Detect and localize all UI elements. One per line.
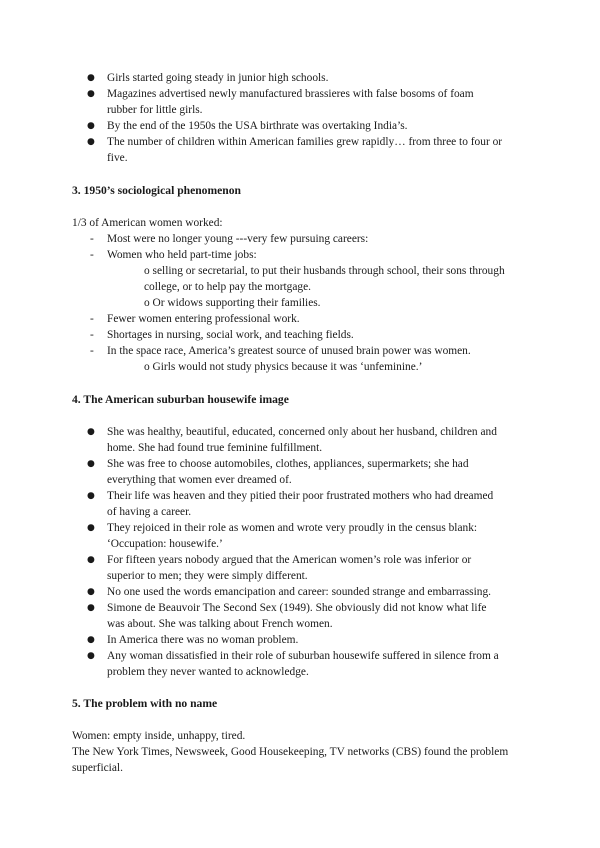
list-item-text: Fewer women entering professional work. <box>107 313 300 325</box>
list-item: ● No one used the words emancipation and career: sounded strange and embarrassing. <box>0 584 600 600</box>
list-item <box>0 327 600 343</box>
list-item: ● Any woman dissatisfied in their role of suburban housewife suffered in silence from a problem they never wanted to acknowledge. <box>0 648 600 680</box>
section-3-sublist-a <box>0 263 600 311</box>
section-3-intro: 1/3 of American women worked: <box>72 217 223 229</box>
list-item: ● She was free to choose automobiles, clothes, appliances, supermarkets; she had everything that women ever dreamed of. <box>0 456 600 488</box>
list-item <box>0 343 600 359</box>
list-item-text: In the space race, America’s greatest source of unused brain power was women. <box>107 345 471 357</box>
list-item: ● Simone de Beauvoir The Second Sex (1949). She obviously did not know what life was about. She was talking about French women. <box>0 600 600 632</box>
sub-item: o Girls would not study physics because it was ‘unfeminine.’ <box>144 361 423 373</box>
section-3-heading: 3. 1950’s sociological phenomenon <box>72 184 241 197</box>
list-item: ● Magazines advertised newly manufactured brassieres with false bosoms of foam rubber for little girls. <box>0 86 600 118</box>
list-item: ● Girls started going steady in junior high schools. <box>0 70 600 86</box>
list-item <box>0 311 600 327</box>
sub-item: o Or widows supporting their families. <box>144 297 321 309</box>
list-item: ● By the end of the 1950s the USA birthrate was overtaking India’s. <box>0 118 600 134</box>
list-item: ● In America there was no woman problem. <box>0 632 600 648</box>
section-4-heading: 4. The American suburban housewife image <box>72 393 289 406</box>
section-4-list <box>0 424 600 680</box>
list-item: ● The number of children within American families grew rapidly… from three to four or five. <box>0 134 600 166</box>
list-item: ● Their life was heaven and they pitied their poor frustrated mothers who had dreamed of having a career. <box>0 488 600 520</box>
top-bullet-list <box>0 70 600 166</box>
list-item: ● They rejoiced in their role as women and wrote very proudly in the census blank: ‘Occupation: housewife.’ <box>0 520 600 552</box>
list-item: ● She was healthy, beautiful, educated, concerned only about her husband, children and home. She had found true feminine fulfillment. <box>0 424 600 456</box>
list-item <box>0 247 600 263</box>
section-5-heading: 5. The problem with no name <box>72 697 218 710</box>
sub-item: o selling or secretarial, to put their husbands through school, their sons through college, or to help pay the mortgage. <box>144 265 505 293</box>
section-3-list-cont <box>0 311 600 359</box>
list-item-text: Shortages in nursing, social work, and teaching fields. <box>107 329 354 341</box>
list-item: ● For fifteen years nobody argued that the American women’s role was inferior or superior to men; they were simply different. <box>0 552 600 584</box>
list-item-text: Most were no longer young ---very few pursuing careers: <box>107 233 369 245</box>
section-3-sublist-b <box>0 359 600 375</box>
list-item <box>0 231 600 247</box>
section-3-list <box>0 231 600 263</box>
list-item-text: Women who held part-time jobs: <box>107 249 257 261</box>
section-5-line-2: The New York Times, Newsweek, Good Housekeeping, TV networks (CBS) found the problem superficial. <box>72 746 509 774</box>
section-5-line-1: Women: empty inside, unhappy, tired. <box>72 730 246 742</box>
